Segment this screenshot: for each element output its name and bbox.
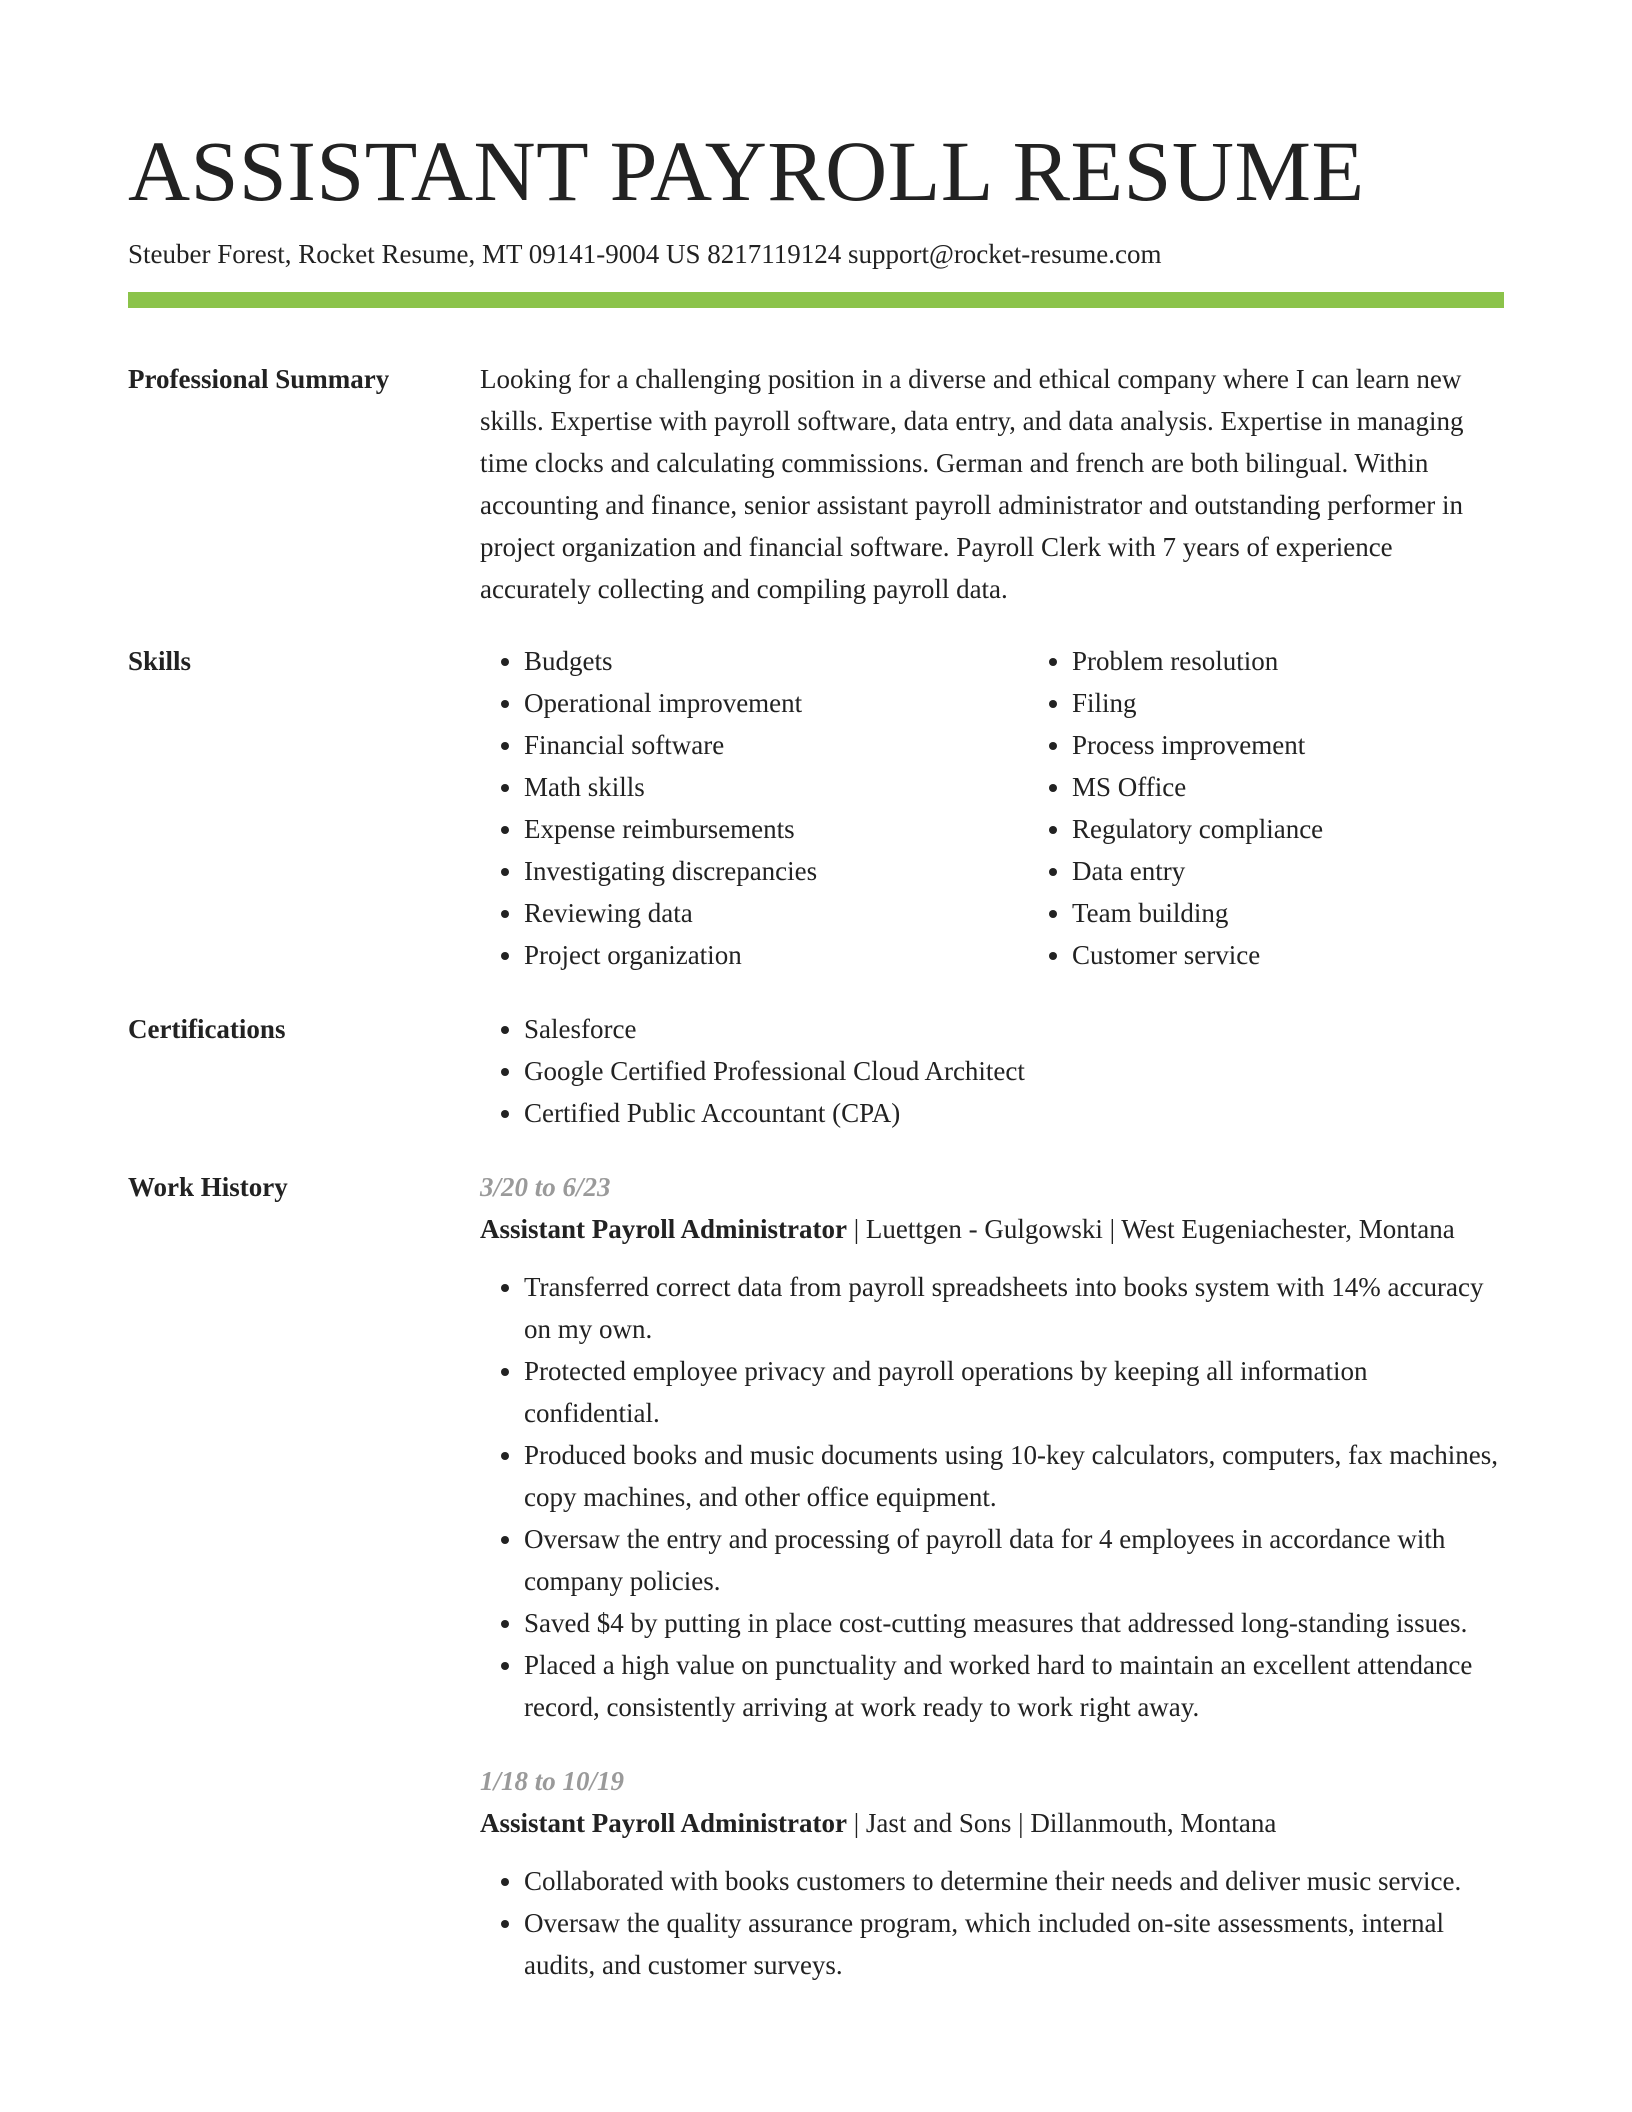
skill-item: • Filing xyxy=(1072,682,1576,724)
job-bullet: • Produced books and music documents using 10-key calculators, computers, fax machines, copy machines, and other office equipment. xyxy=(524,1434,1504,1518)
skill-item: • Financial software xyxy=(524,724,1028,766)
section-label: Work History xyxy=(128,1172,288,1202)
skill-item: • Project organization xyxy=(524,934,1028,976)
job-bullet: • Collaborated with books customers to determine their needs and deliver music service. xyxy=(524,1860,1504,1902)
header-divider xyxy=(128,292,1504,308)
summary-text: Looking for a challenging position in a diverse and ethical company where I can learn new skills. Expertise with payroll software, data entry, and data analysis. Expertise in managing time clocks and calculating commissions. German and french are both bilingual. Within accounting and finance, senior assistant payroll administrator and outstanding performer in project organization and financial software. Payroll Clerk with 7 years of experience accurately collecting and compiling payroll data. xyxy=(480,364,1464,604)
section-label: Skills xyxy=(128,646,192,676)
certification-item: • Google Certified Professional Cloud Architect xyxy=(524,1050,1504,1092)
skill-item: • Regulatory compliance xyxy=(1072,808,1576,850)
job-header xyxy=(480,1802,1504,1844)
job-bullet: • Placed a high value on punctuality and worked hard to maintain an excellent attendance record, consistently arriving at work ready to work right away. xyxy=(524,1644,1504,1728)
job-bullet: • Transferred correct data from payroll spreadsheets into books system with 14% accuracy on my own. xyxy=(524,1266,1504,1350)
job-details: | Luettgen - Gulgowski | West Eugeniachester, Montana xyxy=(847,1214,1455,1244)
certifications-list xyxy=(480,1008,1504,1134)
job-title: Assistant Payroll Administrator xyxy=(480,1214,848,1244)
certification-item: • Salesforce xyxy=(524,1008,1504,1050)
skill-item: • Process improvement xyxy=(1072,724,1576,766)
professional-summary-section xyxy=(128,358,1504,610)
skill-item: • Budgets xyxy=(524,640,1028,682)
skill-item: • Expense reimbursements xyxy=(524,808,1028,850)
skills-section xyxy=(128,640,1504,976)
job-bullet: • Protected employee privacy and payroll operations by keeping all information confidential. xyxy=(524,1350,1504,1434)
job-entry xyxy=(480,1760,1504,1986)
skills-list-right xyxy=(1028,640,1576,976)
certifications-section xyxy=(128,1008,1504,1134)
section-label: Professional Summary xyxy=(128,364,390,394)
job-dates: 1/18 to 10/19 xyxy=(480,1766,625,1796)
skills-list-left xyxy=(480,640,1028,976)
skill-item: • Team building xyxy=(1072,892,1576,934)
skill-item: • Operational improvement xyxy=(524,682,1028,724)
skill-item: • Data entry xyxy=(1072,850,1576,892)
job-bullets xyxy=(480,1266,1504,1728)
skill-item: • Reviewing data xyxy=(524,892,1028,934)
certification-item: • Certified Public Accountant (CPA) xyxy=(524,1092,1504,1134)
section-label: Certifications xyxy=(128,1014,286,1044)
job-bullet: • Saved $4 by putting in place cost-cutting measures that addressed long-standing issues. xyxy=(524,1602,1504,1644)
skill-item: • Math skills xyxy=(524,766,1028,808)
job-bullet: • Oversaw the entry and processing of payroll data for 4 employees in accordance with company policies. xyxy=(524,1518,1504,1602)
job-dates: 3/20 to 6/23 xyxy=(480,1172,611,1202)
job-header xyxy=(480,1208,1504,1250)
job-entry xyxy=(480,1166,1504,1728)
skill-item: • Customer service xyxy=(1072,934,1576,976)
skill-item: • Investigating discrepancies xyxy=(524,850,1028,892)
work-history-body xyxy=(480,1166,1504,1986)
job-bullet: • Oversaw the quality assurance program, which included on-site assessments, internal audits, and customer surveys. xyxy=(524,1902,1504,1986)
work-history-section xyxy=(128,1166,1504,1986)
skill-item: • MS Office xyxy=(1072,766,1576,808)
job-details: | Jast and Sons | Dillanmouth, Montana xyxy=(847,1808,1277,1838)
resume-page xyxy=(128,118,1504,1986)
skill-item: • Problem resolution xyxy=(1072,640,1576,682)
contact-line: Steuber Forest, Rocket Resume, MT 09141-9004 US 8217119124 support@rocket-resume.com xyxy=(128,239,1162,269)
skills-columns xyxy=(480,640,1576,976)
job-bullets xyxy=(480,1860,1504,1986)
job-title: Assistant Payroll Administrator xyxy=(480,1808,848,1838)
resume-title: ASSISTANT PAYROLL RESUME xyxy=(128,123,1365,219)
